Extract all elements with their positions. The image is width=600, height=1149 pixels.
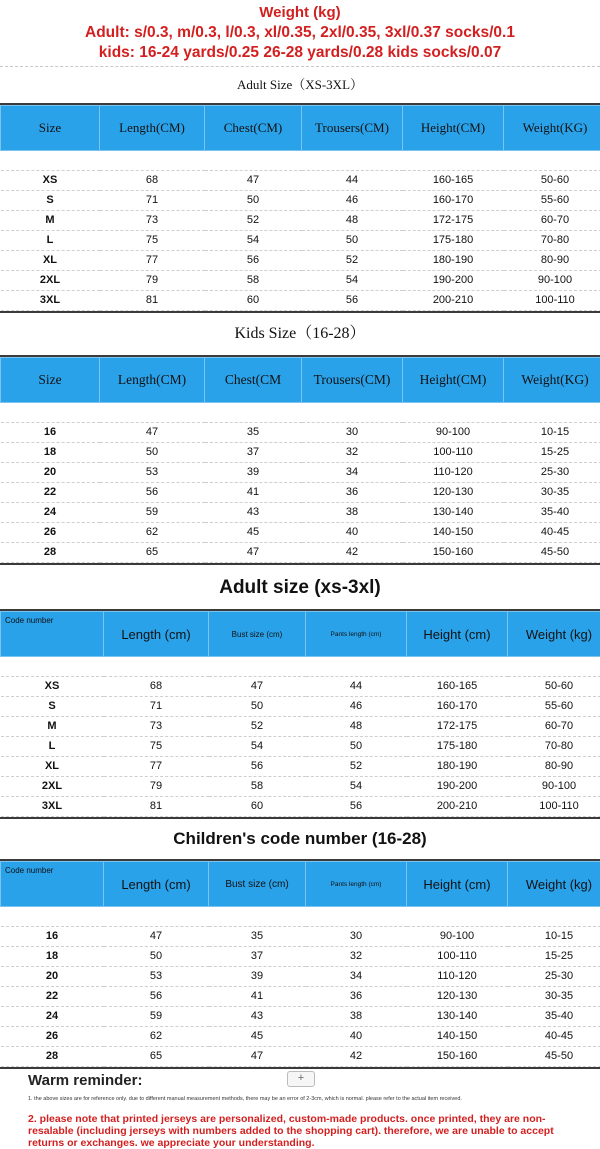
kids-weights-line: kids: 16-24 yards/0.25 26-28 yards/0.28 kids socks/0.07 [0,43,600,63]
table-cell: 68 [100,171,205,191]
table-cell: 43 [209,1007,306,1027]
table-row [1,251,600,271]
adult-size-lower-table [0,611,600,817]
table-cell: 59 [100,503,205,523]
table-cell: 140-150 [403,523,504,543]
table-cell: 100-110 [403,443,504,463]
table-cell: XL [1,757,104,777]
table-cell: 36 [306,987,407,1007]
table-cell: 90-100 [508,777,600,797]
table-cell: 80-90 [504,251,600,271]
table-cell: 15-25 [508,947,600,967]
table-cell: 52 [306,757,407,777]
table-cell: 90-100 [407,927,508,947]
column-header: Weight(KG) [504,106,600,151]
table-cell: 44 [306,677,407,697]
table-cell: L [1,231,100,251]
adult-weights-line: Adult: s/0.3, m/0.3, l/0.3, xl/0.35, 2xl/0.35, 3xl/0.37 socks/0.1 [0,23,600,43]
table-cell: XL [1,251,100,271]
column-header: Weight(KG) [504,358,600,403]
table-cell: 35-40 [508,1007,600,1027]
adult-size-lower-title: Adult size (xs-3xl) [0,565,600,609]
children-size-table-box [0,859,600,1069]
table-cell: 54 [205,231,302,251]
table-cell: 3XL [1,291,100,311]
table-cell: 34 [302,463,403,483]
table-cell: 56 [306,797,407,817]
table-cell: 54 [306,777,407,797]
table-cell: 30-35 [504,483,600,503]
table-row [1,543,600,563]
column-header: Size [1,358,100,403]
table-cell: 160-170 [403,191,504,211]
table-row [1,1007,600,1027]
warm-reminder-heading: Warm reminder: [28,1072,142,1089]
table-cell: 71 [104,697,209,717]
table-cell: 47 [100,423,205,443]
table-row [1,503,600,523]
table-cell: 25-30 [504,463,600,483]
table-cell: 90-100 [504,271,600,291]
table-cell: 50-60 [508,677,600,697]
table-row [1,443,600,463]
table-row [1,757,600,777]
adult-size-table [0,105,600,311]
table-cell: 81 [100,291,205,311]
column-header: Pants length (cm) [306,862,407,907]
table-cell: 160-170 [407,697,508,717]
table-cell: 62 [100,523,205,543]
table-row [1,523,600,543]
table-cell: 45-50 [508,1047,600,1067]
table-cell: 26 [1,1027,104,1047]
column-header: Length(CM) [100,358,205,403]
column-header: Trousers(CM) [302,106,403,151]
table-cell: 60 [209,797,306,817]
column-header: Weight (kg) [508,862,600,907]
table-cell: 50 [100,443,205,463]
column-header: Weight (kg) [508,612,600,657]
table-cell: 46 [306,697,407,717]
table-cell: 40-45 [504,523,600,543]
table-cell: 42 [306,1047,407,1067]
table-cell: 41 [209,987,306,1007]
table-cell: 75 [104,737,209,757]
column-header: Chest(CM [205,358,302,403]
table-cell: 58 [205,271,302,291]
table-row [1,463,600,483]
column-header: Size [1,106,100,151]
table-row [1,231,600,251]
reminder-note-1: 1. the above sizes are for reference only. due to different manual measurement methods, there may be an error of 2-3cm, which is normal. please refer to the actual item received. [0,1093,600,1111]
table-cell: 150-160 [407,1047,508,1067]
table-cell: 30 [302,423,403,443]
table-cell: M [1,211,100,231]
table-cell: 59 [104,1007,209,1027]
table-row [1,171,600,191]
kids-size-title: Kids Size（16-28） [0,313,600,355]
table-cell: 56 [104,987,209,1007]
table-row [1,423,600,443]
column-header: Trousers(CM) [302,358,403,403]
table-cell: 22 [1,987,104,1007]
column-header: Length (cm) [104,862,209,907]
table-cell: 120-130 [407,987,508,1007]
table-cell: 65 [104,1047,209,1067]
table-cell: 45 [205,523,302,543]
table-cell: 32 [302,443,403,463]
table-cell: 2XL [1,271,100,291]
table-cell: 70-80 [504,231,600,251]
table-cell: 46 [302,191,403,211]
table-cell: 40 [306,1027,407,1047]
table-row [1,737,600,757]
table-cell: 175-180 [407,737,508,757]
table-cell: 190-200 [403,271,504,291]
column-header: Length(CM) [100,106,205,151]
table-cell: 80-90 [508,757,600,777]
table-row [1,1047,600,1067]
table-cell: 55-60 [508,697,600,717]
table-cell: 53 [104,967,209,987]
table-cell: XS [1,677,104,697]
table-cell: S [1,697,104,717]
table-cell: 200-210 [403,291,504,311]
table-cell: 35-40 [504,503,600,523]
table-cell: 35 [209,927,306,947]
warm-reminder [0,1069,600,1093]
table-row [1,677,600,697]
table-cell: 38 [302,503,403,523]
table-cell: 100-110 [504,291,600,311]
table-cell: 22 [1,483,100,503]
table-cell: 79 [100,271,205,291]
table-cell: 110-120 [403,463,504,483]
table-cell: 56 [302,291,403,311]
table-cell: 45-50 [504,543,600,563]
table-cell: 47 [104,927,209,947]
table-cell: 10-15 [508,927,600,947]
table-cell: 53 [100,463,205,483]
table-cell: 62 [104,1027,209,1047]
table-cell: 25-30 [508,967,600,987]
table-cell: 16 [1,927,104,947]
table-cell: 55-60 [504,191,600,211]
table-cell: 2XL [1,777,104,797]
table-cell: 45 [209,1027,306,1047]
table-cell: 20 [1,463,100,483]
table-cell: 36 [302,483,403,503]
table-cell: 100-110 [508,797,600,817]
table-cell: 160-165 [407,677,508,697]
table-cell: 34 [306,967,407,987]
column-header: Height (cm) [407,612,508,657]
table-cell: 110-120 [407,967,508,987]
table-row [1,271,600,291]
table-cell: 24 [1,503,100,523]
table-cell: 18 [1,443,100,463]
column-header: Height (cm) [407,862,508,907]
table-cell: 20 [1,967,104,987]
table-cell: 44 [302,171,403,191]
table-cell: 24 [1,1007,104,1027]
table-cell: 73 [100,211,205,231]
table-cell: XS [1,171,100,191]
table-cell: 10-15 [504,423,600,443]
table-row [1,927,600,947]
table-cell: 180-190 [407,757,508,777]
table-cell: 40 [302,523,403,543]
table-cell: 60 [205,291,302,311]
table-row [1,967,600,987]
table-cell: M [1,717,104,737]
table-cell: 70-80 [508,737,600,757]
table-row [1,777,600,797]
weight-title: Weight (kg) [0,0,600,23]
adult-size-title: Adult Size（XS-3XL） [0,67,600,103]
weight-header [0,0,600,63]
table-cell: 60-70 [504,211,600,231]
table-cell: L [1,737,104,757]
table-row [1,797,600,817]
table-cell: 28 [1,543,100,563]
column-header: Length (cm) [104,612,209,657]
table-cell: 50 [209,697,306,717]
table-cell: 47 [209,1047,306,1067]
table-cell: 56 [209,757,306,777]
plus-button[interactable]: + [287,1071,315,1087]
reminder-note-2: 2. please note that printed jerseys are personalized, custom-made products. once printed, they are non-resalable (including jerseys with numbers added to the shopping cart). therefore, we are unable to accept returns or exchanges. we appreciate your understanding. [0,1111,600,1149]
table-cell: 43 [205,503,302,523]
table-cell: 60-70 [508,717,600,737]
table-cell: 47 [205,171,302,191]
table-cell: 50 [306,737,407,757]
table-cell: 38 [306,1007,407,1027]
table-cell: 15-25 [504,443,600,463]
table-cell: 190-200 [407,777,508,797]
table-cell: 130-140 [403,503,504,523]
kids-size-table-box [0,355,600,565]
kids-size-table [0,357,600,563]
table-cell: 52 [302,251,403,271]
table-row [1,717,600,737]
table-cell: 140-150 [407,1027,508,1047]
table-cell: 39 [209,967,306,987]
table-cell: 35 [205,423,302,443]
table-cell: 37 [205,443,302,463]
table-cell: 26 [1,523,100,543]
table-cell: 130-140 [407,1007,508,1027]
column-header: Code number [1,862,104,907]
table-cell: S [1,191,100,211]
column-header: Height(CM) [403,358,504,403]
table-cell: 50-60 [504,171,600,191]
table-cell: 54 [209,737,306,757]
table-row [1,211,600,231]
table-cell: 48 [302,211,403,231]
table-cell: 52 [205,211,302,231]
table-cell: 50 [302,231,403,251]
table-row [1,1027,600,1047]
table-cell: 56 [100,483,205,503]
table-cell: 48 [306,717,407,737]
children-size-table [0,861,600,1067]
table-cell: 160-165 [403,171,504,191]
table-cell: 56 [205,251,302,271]
table-cell: 32 [306,947,407,967]
table-cell: 180-190 [403,251,504,271]
table-cell: 37 [209,947,306,967]
table-cell: 100-110 [407,947,508,967]
table-cell: 68 [104,677,209,697]
table-row [1,291,600,311]
adult-size-table-box [0,103,600,313]
adult-size-lower-table-box [0,609,600,819]
table-cell: 30-35 [508,987,600,1007]
table-cell: 18 [1,947,104,967]
table-cell: 172-175 [407,717,508,737]
table-cell: 16 [1,423,100,443]
table-cell: 175-180 [403,231,504,251]
table-cell: 77 [100,251,205,271]
table-cell: 73 [104,717,209,737]
table-cell: 28 [1,1047,104,1067]
table-cell: 200-210 [407,797,508,817]
column-header: Bust size (cm) [209,862,306,907]
table-row [1,697,600,717]
table-cell: 90-100 [403,423,504,443]
table-cell: 65 [100,543,205,563]
table-row [1,191,600,211]
table-row [1,947,600,967]
table-cell: 52 [209,717,306,737]
table-cell: 50 [205,191,302,211]
table-cell: 54 [302,271,403,291]
table-cell: 81 [104,797,209,817]
table-cell: 47 [205,543,302,563]
children-size-title: Children's code number (16-28) [0,819,600,859]
column-header: Bust size (cm) [209,612,306,657]
table-cell: 42 [302,543,403,563]
column-header: Pants length (cm) [306,612,407,657]
table-cell: 41 [205,483,302,503]
table-cell: 120-130 [403,483,504,503]
table-cell: 50 [104,947,209,967]
table-cell: 39 [205,463,302,483]
table-cell: 30 [306,927,407,947]
table-cell: 75 [100,231,205,251]
table-cell: 40-45 [508,1027,600,1047]
table-cell: 3XL [1,797,104,817]
table-cell: 58 [209,777,306,797]
table-cell: 172-175 [403,211,504,231]
column-header: Height(CM) [403,106,504,151]
table-row [1,987,600,1007]
table-cell: 47 [209,677,306,697]
table-row [1,483,600,503]
table-cell: 150-160 [403,543,504,563]
column-header: Code number [1,612,104,657]
column-header: Chest(CM) [205,106,302,151]
table-cell: 79 [104,777,209,797]
table-cell: 77 [104,757,209,777]
table-cell: 71 [100,191,205,211]
